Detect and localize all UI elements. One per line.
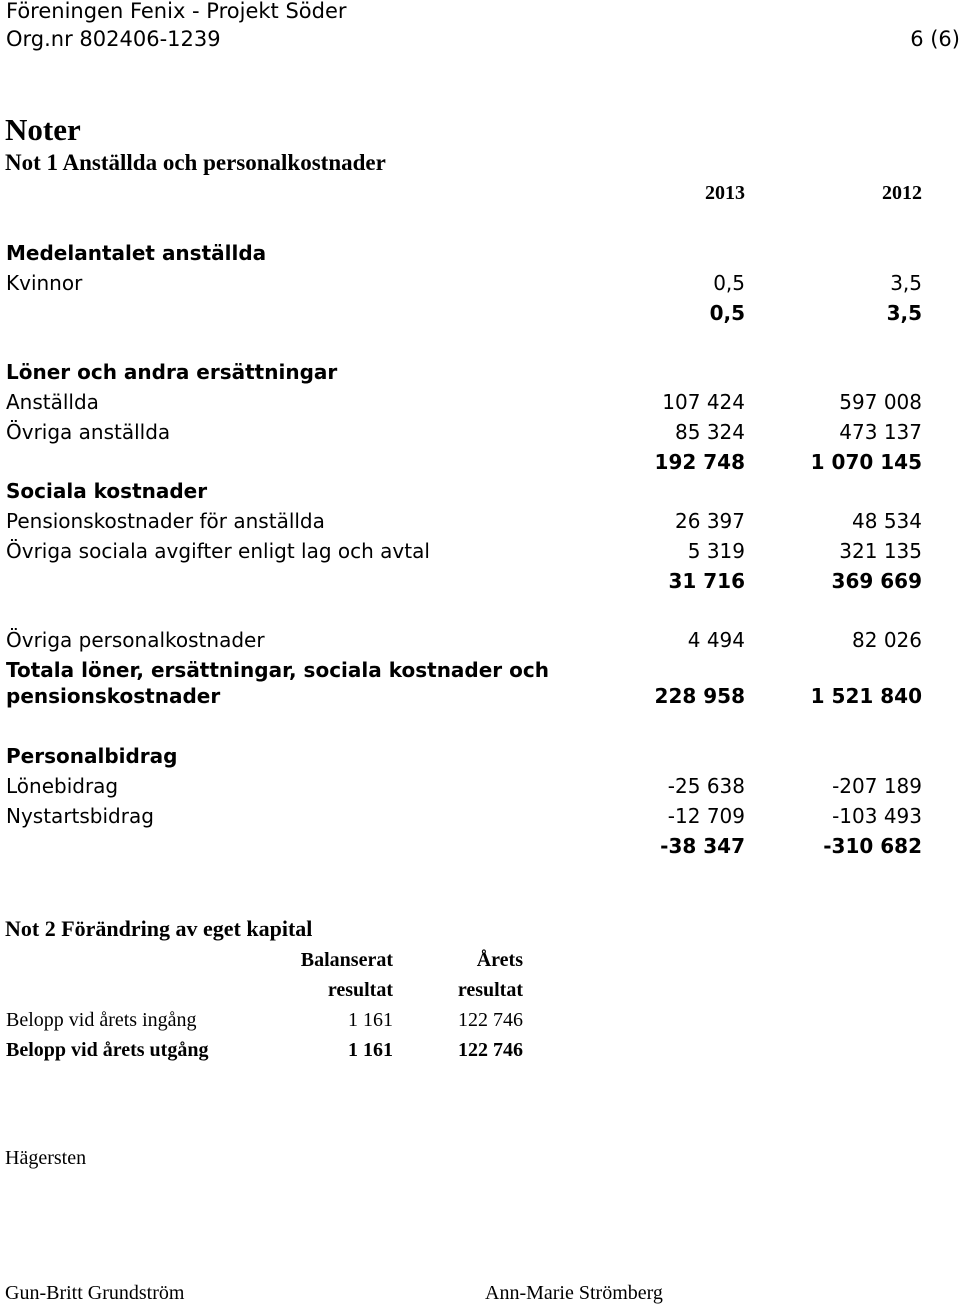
ingang-balanserat: 1 161 — [348, 1009, 393, 1031]
pension-2013: 26 397 — [675, 509, 745, 533]
salaries-total-2012: 1 070 145 — [810, 450, 922, 474]
place: Hägersten — [5, 1147, 87, 1169]
kvinnor-2012: 3,5 — [890, 271, 922, 295]
page-title: Noter — [5, 112, 81, 147]
row-label-ovriga-sociala: Övriga sociala avgifter enligt lag och avtal — [6, 539, 430, 563]
row-label-ovriga-anstallda: Övriga anställda — [6, 420, 171, 444]
nystart-2013: -12 709 — [667, 804, 745, 828]
year-2012-header: 2012 — [882, 182, 922, 204]
employees-heading: Medelantalet anställda — [6, 241, 267, 265]
year-2013-header: 2013 — [705, 182, 745, 204]
anstallda-2013: 107 424 — [662, 390, 745, 414]
anstallda-2012: 597 008 — [839, 390, 922, 414]
row-label-totala-line1: Totala löner, ersättningar, sociala kostnader och — [6, 658, 549, 682]
note2-title: Not 2 Förändring av eget kapital — [5, 916, 313, 941]
lonebidrag-2013: -25 638 — [667, 774, 745, 798]
pension-2012: 48 534 — [852, 509, 922, 533]
note2-col1-header-line1: Balanserat — [300, 949, 393, 971]
utgang-balanserat: 1 161 — [348, 1039, 393, 1061]
row-label-nystart: Nystartsbidrag — [6, 804, 154, 828]
ovriga-personal-2013: 4 494 — [687, 628, 745, 652]
ingang-arets: 122 746 — [458, 1009, 523, 1031]
social-total-2012: 369 669 — [831, 569, 922, 593]
note2-col2-header-line2: resultat — [457, 979, 523, 1001]
row-label-kvinnor: Kvinnor — [6, 271, 83, 295]
salaries-heading: Löner och andra ersättningar — [6, 360, 338, 384]
kvinnor-2013: 0,5 — [713, 271, 745, 295]
signature-1: Gun-Britt Grundström — [5, 1282, 185, 1304]
bidrag-total-2012: -310 682 — [823, 834, 922, 858]
note1-title: Not 1 Anställda och personalkostnader — [5, 150, 386, 175]
nystart-2012: -103 493 — [832, 804, 922, 828]
social-total-2013: 31 716 — [668, 569, 745, 593]
ovriga-personal-2012: 82 026 — [852, 628, 922, 652]
row-label-lonebidrag: Lönebidrag — [6, 774, 119, 798]
ovriga-anstallda-2013: 85 324 — [675, 420, 745, 444]
org-number: Org.nr 802406-1239 — [6, 27, 221, 51]
row-label-pension: Pensionskostnader för anställda — [6, 509, 325, 533]
row-label-utgang: Belopp vid årets utgång — [6, 1039, 209, 1061]
note2-col2-header-line1: Årets — [476, 949, 523, 971]
totala-2013: 228 958 — [654, 684, 745, 708]
ovriga-sociala-2012: 321 135 — [839, 539, 922, 563]
social-heading: Sociala kostnader — [6, 479, 208, 503]
salaries-total-2013: 192 748 — [654, 450, 745, 474]
row-label-ingang: Belopp vid årets ingång — [6, 1009, 197, 1031]
row-label-anstallda: Anställda — [6, 390, 99, 414]
ovriga-sociala-2013: 5 319 — [687, 539, 745, 563]
row-label-totala-line2: pensionskostnader — [6, 684, 221, 708]
page-number: 6 (6) — [910, 27, 960, 51]
lonebidrag-2012: -207 189 — [832, 774, 922, 798]
totala-2012: 1 521 840 — [810, 684, 922, 708]
employees-total-2012: 3,5 — [886, 301, 922, 325]
employees-total-2013: 0,5 — [709, 301, 745, 325]
utgang-arets: 122 746 — [458, 1039, 523, 1061]
org-name: Föreningen Fenix - Projekt Söder — [6, 0, 347, 23]
bidrag-total-2013: -38 347 — [660, 834, 745, 858]
signature-2: Ann-Marie Strömberg — [485, 1282, 663, 1304]
bidrag-heading: Personalbidrag — [6, 744, 178, 768]
row-label-ovriga-personal: Övriga personalkostnader — [6, 628, 265, 652]
note2-col1-header-line2: resultat — [327, 979, 393, 1001]
ovriga-anstallda-2012: 473 137 — [839, 420, 922, 444]
